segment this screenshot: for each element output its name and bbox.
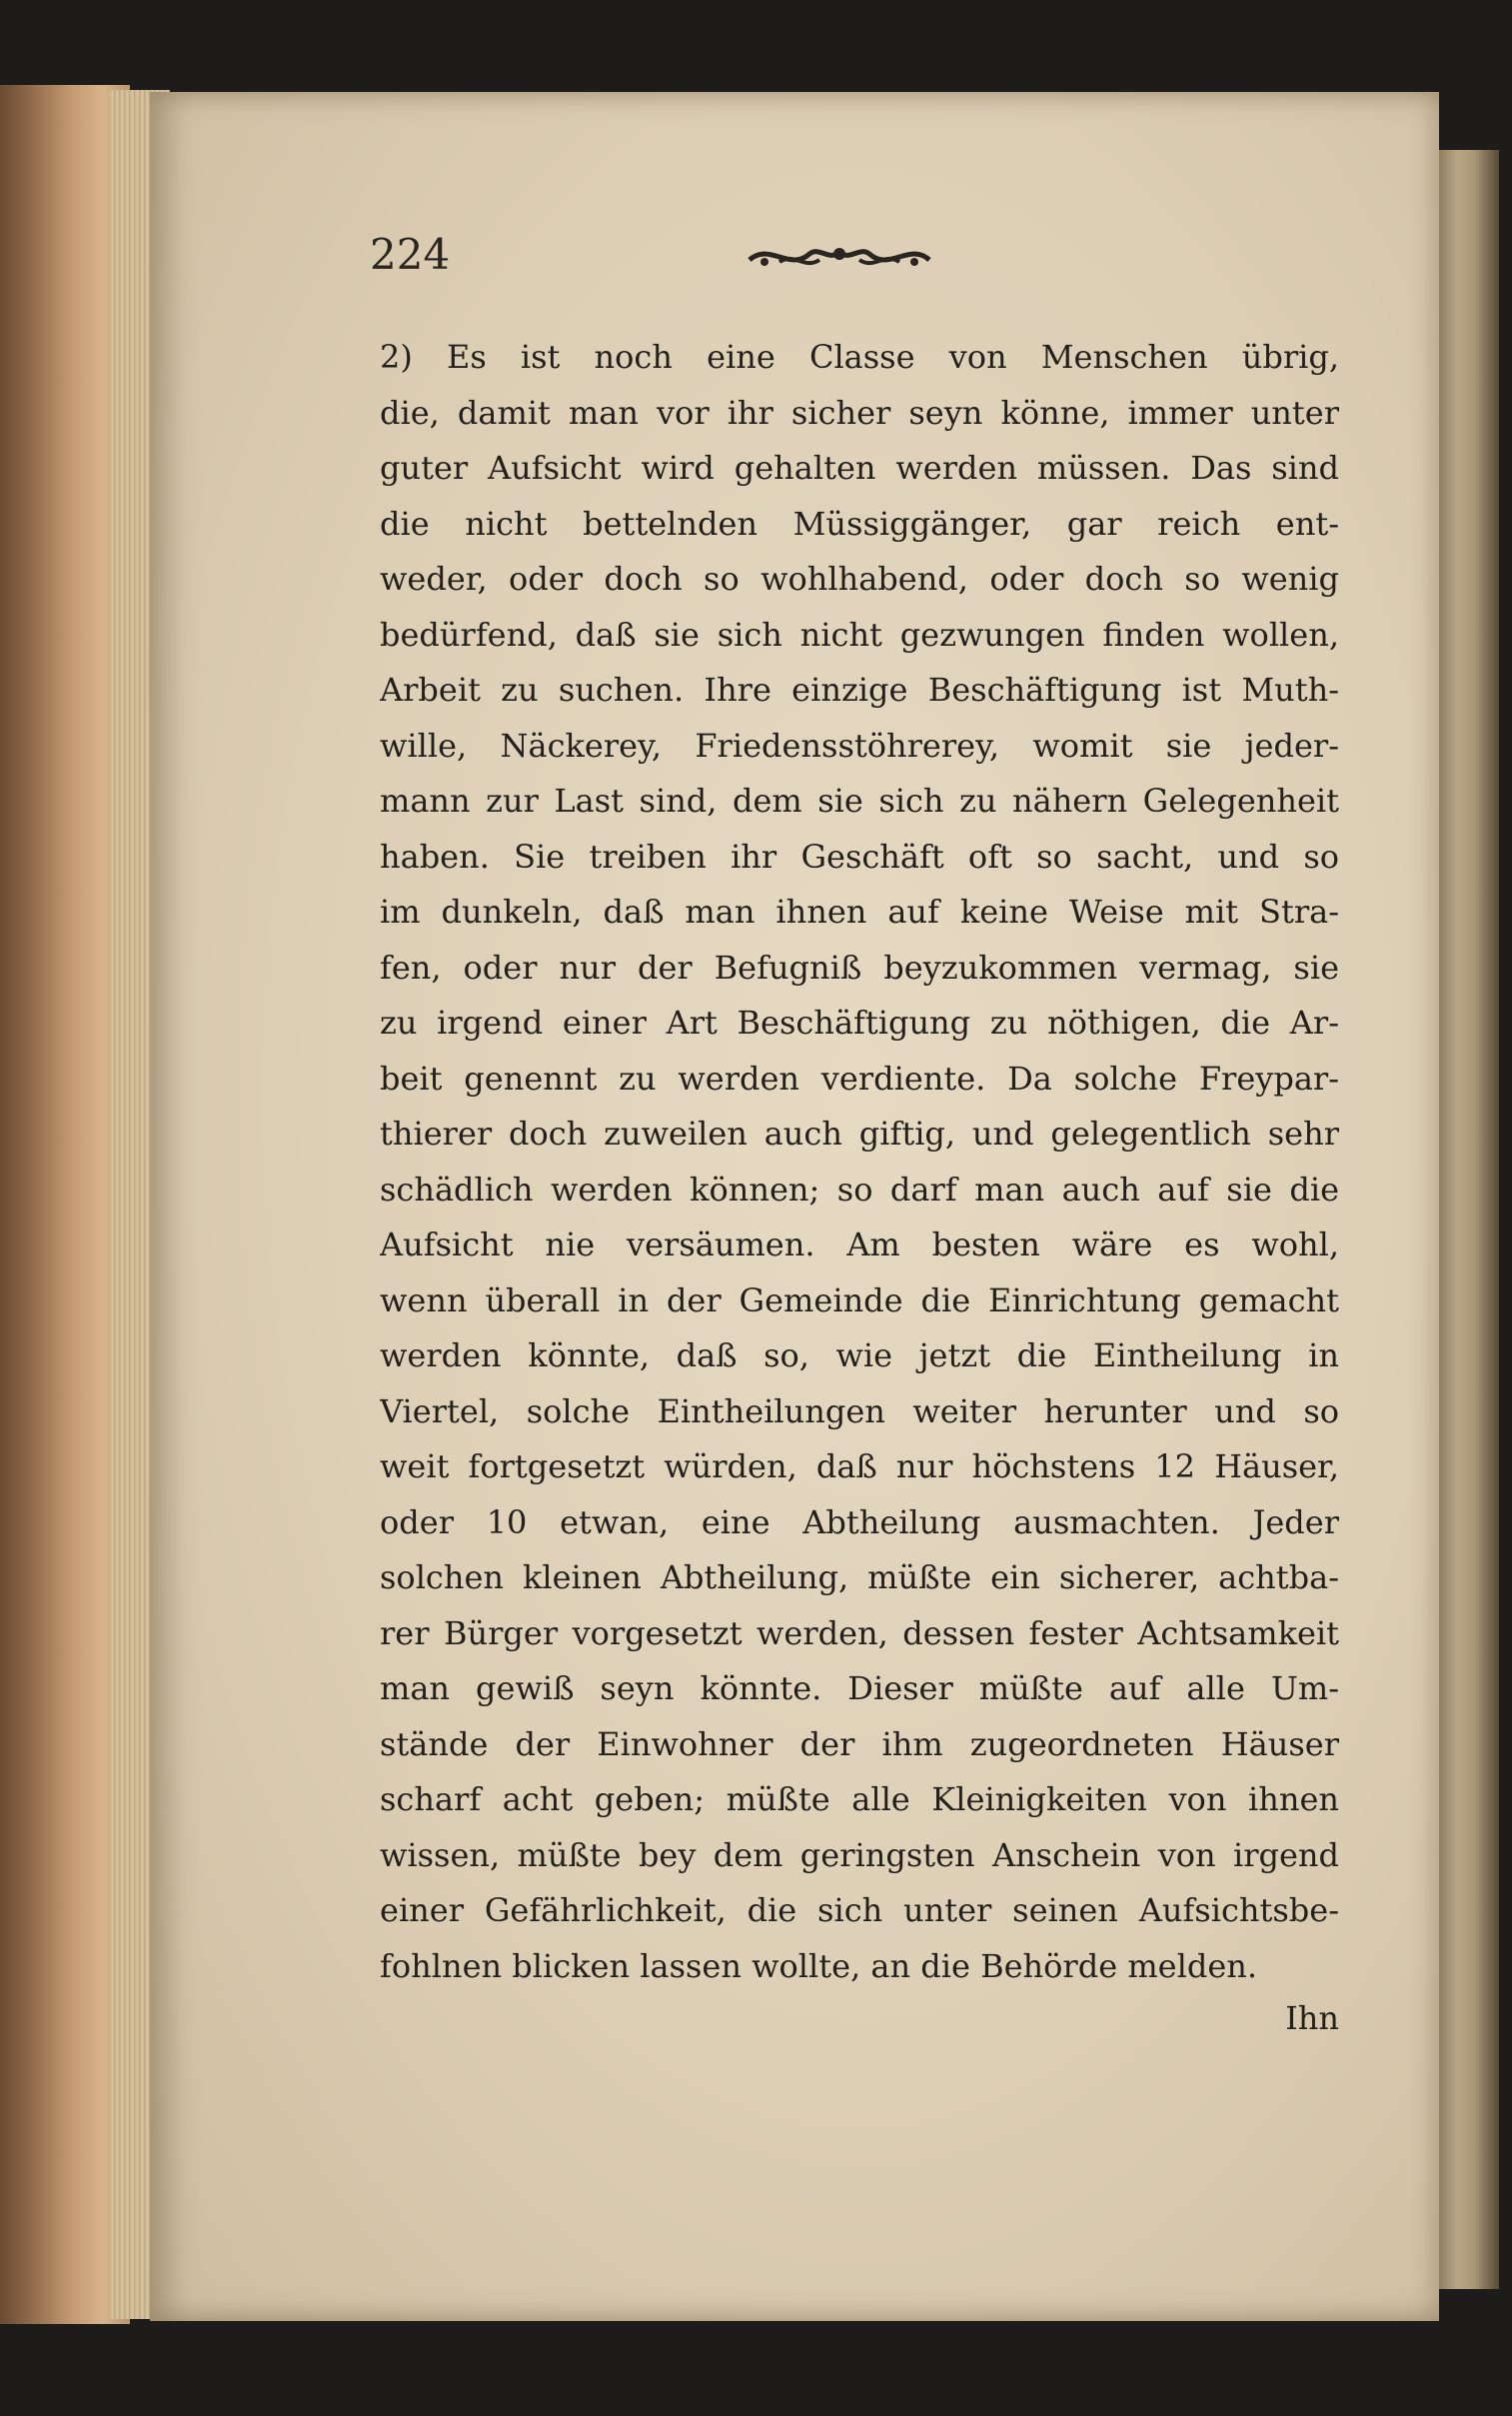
text-line: schädlich werden können; so darf man auch auf sie die bbox=[380, 1170, 1339, 1208]
text-line: oder 10 etwan, eine Abtheilung ausmachten. Jeder bbox=[380, 1502, 1339, 1541]
text-line: wissen, müßte bey dem geringsten Anschein von irgend bbox=[380, 1835, 1339, 1874]
text-line: einer Gefährlichkeit, die sich unter seinen Aufsichtsbe- bbox=[380, 1891, 1339, 1929]
text-line: Aufsicht nie versäumen. Am besten wäre es wohl, bbox=[380, 1225, 1339, 1263]
text-line: guter Aufsicht wird gehalten werden müssen. Das sind bbox=[380, 449, 1339, 487]
text-line: thierer doch zuweilen auch giftig, und gelegentlich sehr bbox=[380, 1115, 1339, 1153]
text-line: die, damit man vor ihr sicher seyn könne, immer unter bbox=[380, 393, 1339, 432]
text-line: weit fortgesetzt würden, daß nur höchstens 12 Häuser, bbox=[380, 1447, 1339, 1485]
text-line: bedürfend, daß sie sich nicht gezwungen finden wollen, bbox=[380, 615, 1339, 654]
text-line: werden könnte, daß so, wie jetzt die Eintheilung in bbox=[380, 1336, 1339, 1374]
text-line: fen, oder nur der Befugniß beyzukommen vermag, sie bbox=[380, 948, 1339, 987]
text-line: man gewiß seyn könnte. Dieser müßte auf alle Um- bbox=[380, 1669, 1339, 1707]
text-line: stände der Einwohner der ihm zugeordneten Häuser bbox=[380, 1724, 1339, 1763]
text-line: Arbeit zu suchen. Ihre einzige Beschäftigung ist Muth- bbox=[380, 671, 1339, 709]
text-line: wenn überall in der Gemeinde die Einrichtung gemacht bbox=[380, 1280, 1339, 1319]
text-line: weder, oder doch so wohlhabend, oder doch so wenig bbox=[380, 560, 1339, 598]
body-text bbox=[380, 330, 1339, 1994]
page-number: 224 bbox=[370, 230, 451, 279]
text-line: wille, Näckerey, Friedensstöhrerey, womit sie jeder- bbox=[380, 726, 1339, 765]
text-line: fohlnen blicken lassen wollte, an die Behörde melden. bbox=[380, 1946, 1258, 1985]
text-line: Viertel, solche Eintheilungen weiter herunter und so bbox=[380, 1391, 1339, 1430]
text-line: mann zur Last sind, dem sie sich zu nähern Gelegenheit bbox=[380, 782, 1339, 820]
text-line: im dunkeln, daß man ihnen auf keine Weise mit Stra- bbox=[380, 893, 1339, 931]
text-line: zu irgend einer Art Beschäftigung zu nöthigen, die Ar- bbox=[380, 1004, 1339, 1042]
text-line: rer Bürger vorgesetzt werden, dessen fester Achtsamkeit bbox=[380, 1613, 1339, 1652]
text-line: scharf acht geben; müßte alle Kleinigkeiten von ihnen bbox=[380, 1780, 1339, 1818]
text-line: haben. Sie treiben ihr Geschäft oft so sacht, und so bbox=[380, 837, 1339, 876]
page-header bbox=[370, 230, 1369, 290]
text-line: die nicht bettelnden Müssiggänger, gar reich ent- bbox=[380, 504, 1339, 543]
text-line: beit genennt zu werden verdiente. Da solche Freypar- bbox=[380, 1059, 1339, 1098]
text-line: solchen kleinen Abtheilung, müßte ein sicherer, achtba- bbox=[380, 1558, 1339, 1596]
catchword: Ihn bbox=[1285, 1999, 1339, 2037]
fleuron-ornament-icon bbox=[740, 232, 939, 282]
text-line: 2) Es ist noch eine Classe von Menschen übrig, bbox=[380, 338, 1339, 376]
facing-page-edge bbox=[1439, 150, 1499, 2289]
